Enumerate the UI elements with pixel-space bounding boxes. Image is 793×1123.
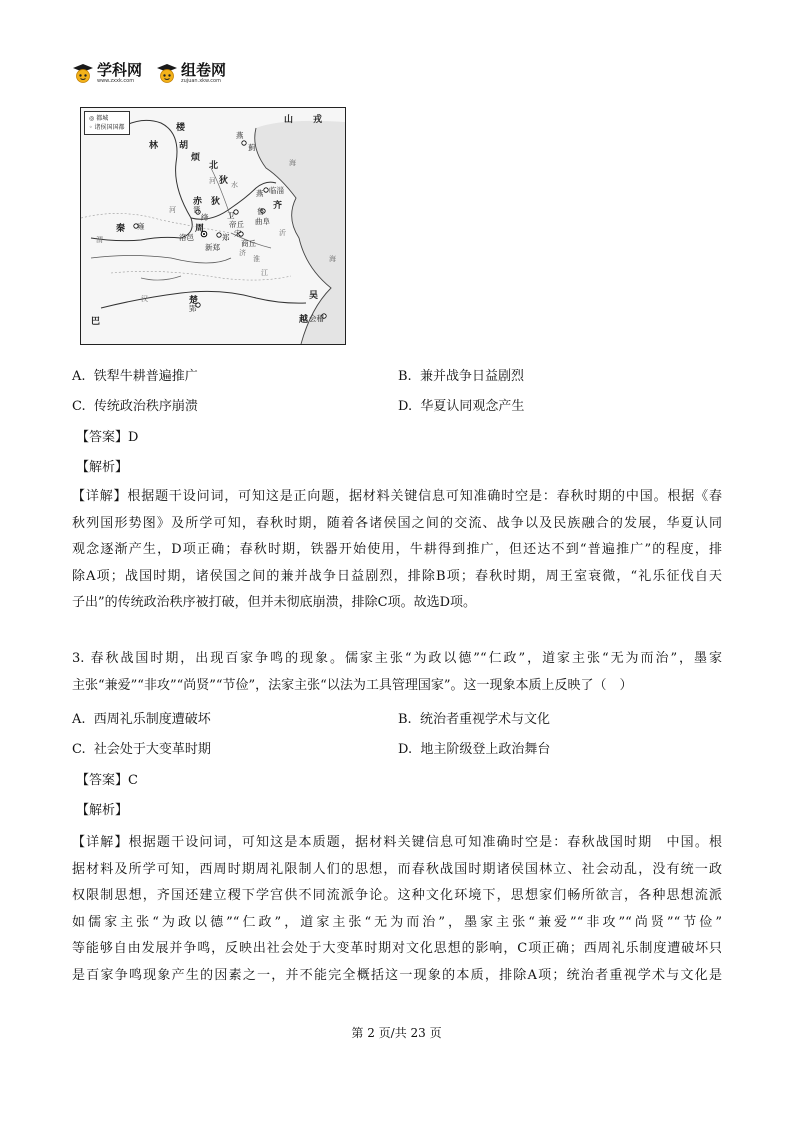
logo-zujuan bbox=[156, 62, 226, 84]
map-label: 北 bbox=[209, 161, 219, 171]
legend-capital: 都城 bbox=[96, 115, 109, 122]
map-label: 胡 bbox=[179, 141, 189, 151]
q3-detail-line: 如儒家主张“为政以德”“仁政”，道家主张“无为而治”，墨家主张“兼爱”“非攻”“尚贤”“节俭” bbox=[72, 914, 722, 930]
map-label: 沂 bbox=[279, 229, 286, 237]
option-text: 地主阶级登上政治舞台 bbox=[420, 742, 551, 757]
q2-analysis-label: 【解析】 bbox=[76, 460, 129, 475]
map-label: 曲阜 bbox=[255, 217, 270, 226]
map-label: 燕 bbox=[256, 189, 264, 198]
map-label: 蓟 bbox=[248, 143, 256, 152]
map-label: 绛 bbox=[201, 213, 209, 222]
map-label: 郢 bbox=[189, 304, 197, 313]
mortarboard-face-icon bbox=[72, 62, 94, 84]
page-footer: 第 2 页/共 23 页 bbox=[351, 1026, 442, 1040]
logo-zxxk-url: www.zxxk.com bbox=[97, 77, 135, 84]
map-label: 山 bbox=[284, 115, 294, 125]
q2-option-a[interactable] bbox=[72, 368, 198, 386]
map-label: 江 bbox=[261, 269, 268, 277]
map-label: 狄 bbox=[219, 176, 229, 186]
map-label: 戎 bbox=[313, 115, 323, 125]
logo-zujuan-name: 组卷网 bbox=[181, 60, 227, 79]
map-label: 巴 bbox=[91, 317, 101, 327]
mortarboard-face-icon bbox=[156, 62, 178, 84]
option-letter: D. bbox=[398, 399, 413, 414]
spring-autumn-states-map bbox=[80, 107, 346, 345]
map-label: 郑 bbox=[222, 233, 230, 242]
q2-detail-line: 秋列国形势图》及所学可知，春秋时期，随着各诸侯国之间的交流、战争以及民族融合的发展，华夏认同 bbox=[72, 515, 722, 531]
q3-detail-line: 权限制思想，齐国还建立稷下学宫供不同流派争论。这种文化环境下，思想家们畅所欲言，各种思想流派 bbox=[72, 888, 722, 903]
option-letter: A. bbox=[72, 712, 86, 727]
q3-detail bbox=[72, 830, 722, 989]
map-label: 汉 bbox=[141, 295, 148, 303]
option-text: 兼并战争日益剧烈 bbox=[419, 369, 524, 384]
map-label: 渭 bbox=[96, 236, 103, 244]
map-label: 洛邑 bbox=[179, 233, 194, 242]
option-text: 华夏认同观念产生 bbox=[420, 399, 525, 414]
option-text: 统治者重视学术与文化 bbox=[419, 712, 550, 727]
map-label: 水 bbox=[231, 181, 238, 189]
option-letter: A. bbox=[72, 369, 86, 384]
map-label: 帝丘 bbox=[229, 220, 244, 229]
q2-detail-line: 除A项；战国时期，诸侯国之间的兼并战争日益剧烈，排除B项；春秋时期，周王室衰微，“礼乐征伐自天 bbox=[72, 568, 722, 584]
q3-option-c[interactable] bbox=[72, 741, 211, 759]
map-label: 燕 bbox=[236, 131, 244, 140]
option-text: 传统政治秩序崩溃 bbox=[93, 399, 198, 414]
q3-detail-line: 【详解】根据题干设问词，可知这是本质题，据材料关键信息可知准确时空是：春秋战国时期 中国。根 bbox=[72, 835, 722, 850]
map-label: 会稽 bbox=[309, 314, 324, 323]
map-label: 宋 bbox=[234, 229, 242, 238]
map-label: 临淄 bbox=[269, 186, 284, 195]
map-label: 周 bbox=[195, 224, 205, 234]
q2-detail-line: 【详解】根据题干设问词，可知这是正向题，据材料关键信息可知准确时空是：春秋时期的中国。根据《春 bbox=[72, 489, 722, 504]
map-label: 晋 bbox=[193, 205, 201, 214]
map-label: 林 bbox=[149, 141, 159, 151]
q2-detail-line: 子出”的传统政治秩序被打破，但并未彻底崩溃，排除C项。故选D项。 bbox=[72, 595, 477, 610]
logo-zxxk bbox=[72, 62, 142, 84]
q2-option-b[interactable] bbox=[398, 368, 524, 386]
option-text: 西周礼乐制度遭破坏 bbox=[93, 712, 211, 727]
map-label: 越 bbox=[299, 315, 309, 325]
map-legend bbox=[84, 111, 130, 135]
q2-answer: 【答案】D bbox=[76, 430, 139, 445]
logo-zxxk-name: 学科网 bbox=[97, 60, 143, 79]
map-label: 吴 bbox=[309, 291, 319, 301]
option-text: 铁犁牛耕普遍推广 bbox=[93, 369, 198, 384]
map-label: 楼 bbox=[176, 123, 186, 133]
q3-stem-line: 3. 春秋战国时期，出现百家争鸣的现象。儒家主张“为政以德”“仁政”，道家主张“无为而治”，墨家 bbox=[72, 651, 722, 666]
map-label: 河 bbox=[169, 206, 176, 214]
q3-analysis-label: 【解析】 bbox=[76, 803, 129, 818]
option-letter: B. bbox=[398, 369, 412, 384]
map-label: 狄 bbox=[211, 197, 221, 207]
map-label: 卫 bbox=[227, 211, 235, 220]
map-label: 商丘 bbox=[241, 239, 256, 248]
q2-detail-line: 观念逐渐产生，D项正确；春秋时期，铁器开始使用，牛耕得到推广，但还达不到“普遍推广”的程度，排 bbox=[72, 542, 722, 557]
map-label: 楚 bbox=[189, 296, 199, 306]
q3-stem-line: 主张“兼爱”“非攻”“尚贤”“节俭”，法家主张“以法为工具管理国家”。这一现象本质上反映了（ ） bbox=[72, 677, 633, 693]
map-label: 新郑 bbox=[205, 243, 220, 252]
option-text: 社会处于大变革时期 bbox=[93, 742, 211, 757]
header-logos bbox=[72, 58, 226, 88]
q2-option-d[interactable] bbox=[398, 398, 524, 416]
q3-option-b[interactable] bbox=[398, 711, 550, 729]
q3-detail-line: 是百家争鸣现象产生的因素之一，并不能完全概括这一现象的本质，排除A项；统治者重视学术与文化是 bbox=[72, 967, 722, 983]
q3-detail-line: 等能够自由发展并争鸣，反映出社会处于大变革时期对文化思想的影响，C项正确；西周礼乐制度遭破坏只 bbox=[72, 941, 722, 956]
q2-detail bbox=[72, 484, 722, 617]
state-capital-marker-icon: ◦ bbox=[89, 124, 93, 131]
map-label: 淮 bbox=[253, 255, 260, 263]
map-label: 秦 bbox=[116, 224, 126, 234]
logo-zujuan-url: zujuan.xkw.com bbox=[181, 77, 221, 84]
map-label: 齐 bbox=[273, 201, 283, 211]
option-letter: C. bbox=[72, 742, 86, 757]
legend-state-capital: 诸侯国国都 bbox=[94, 124, 125, 131]
map-label: 河 bbox=[209, 177, 216, 185]
map-label: 海 bbox=[289, 159, 296, 167]
map-label: 烦 bbox=[191, 153, 201, 163]
capital-marker-icon: ◎ bbox=[89, 115, 95, 122]
map-label: 赤 bbox=[193, 197, 203, 207]
map-label: 济 bbox=[239, 249, 246, 257]
option-letter: C. bbox=[72, 399, 86, 414]
q3-option-a[interactable] bbox=[72, 711, 211, 729]
map-label: 鲁 bbox=[257, 207, 265, 216]
map-label: 海 bbox=[329, 255, 336, 263]
q3-stem bbox=[72, 646, 722, 699]
map-label: 雍 bbox=[137, 222, 145, 231]
q3-detail-line: 据材料及所学可知，西周时期周礼限制人们的思想，而春秋战国时期诸侯国林立、社会动乱，没有统一政 bbox=[72, 861, 722, 877]
q3-option-d[interactable] bbox=[398, 741, 550, 759]
q2-option-c[interactable] bbox=[72, 398, 198, 416]
q3-answer: 【答案】C bbox=[76, 773, 138, 788]
option-letter: B. bbox=[398, 712, 412, 727]
option-letter: D. bbox=[398, 742, 413, 757]
